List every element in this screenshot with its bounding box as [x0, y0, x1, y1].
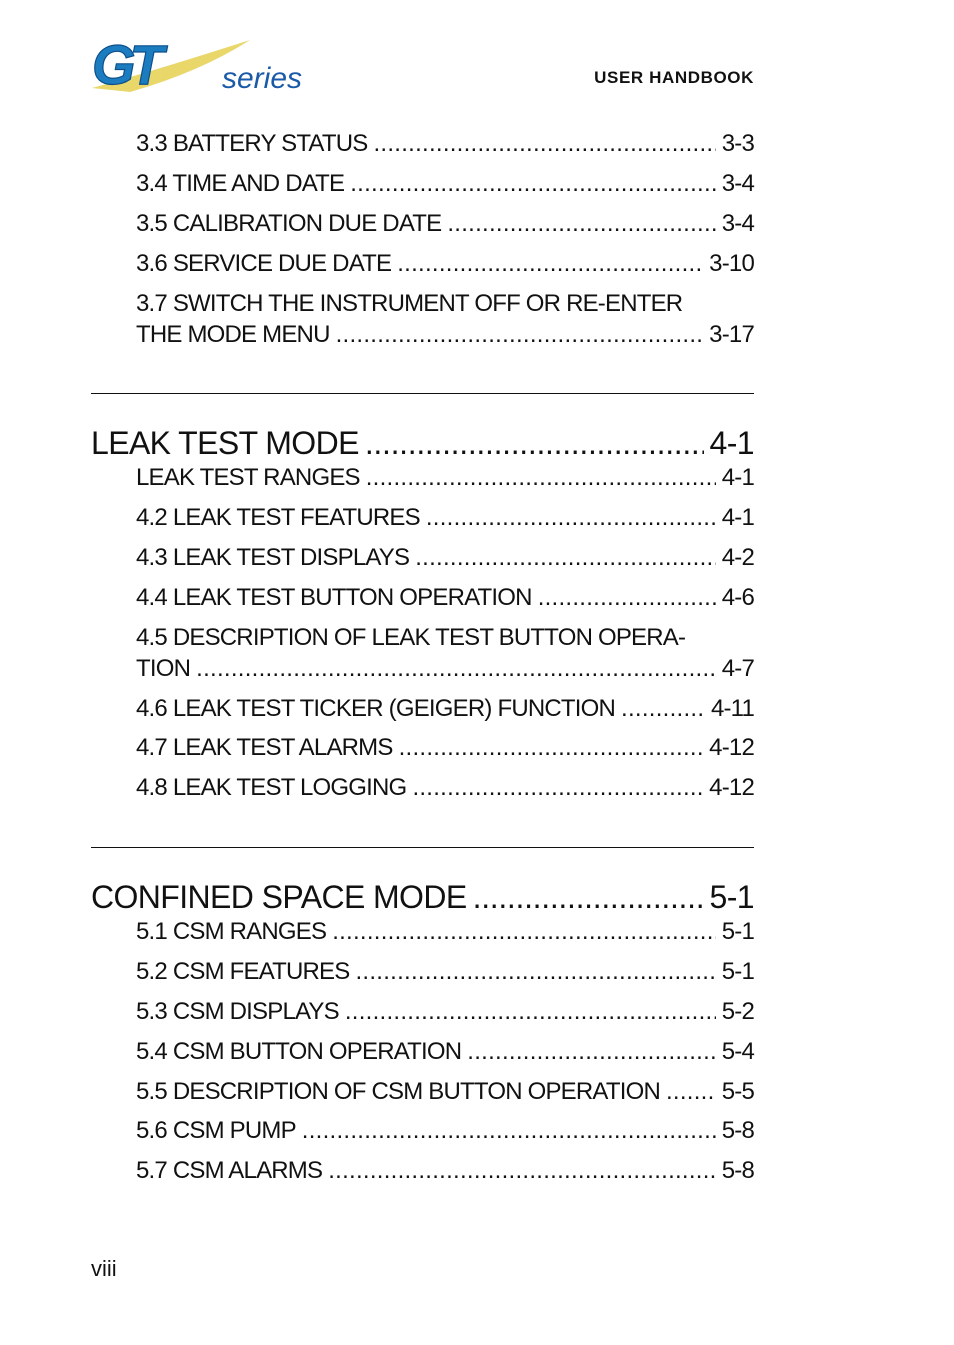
- dot-leader: [336, 321, 704, 349]
- dot-leader: [366, 464, 716, 492]
- toc-entry[interactable]: [136, 1157, 754, 1185]
- dot-leader: [365, 425, 704, 462]
- toc-entry-page: 3-10: [709, 250, 754, 277]
- toc-entry-page: 5-8: [721, 1157, 754, 1184]
- toc-entry-page: 5-8: [721, 1117, 754, 1144]
- svg-text:series: series: [222, 62, 303, 95]
- dot-leader: [355, 958, 715, 986]
- dot-leader: [473, 879, 704, 916]
- dot-leader: [426, 504, 716, 532]
- toc-entry-label: 4.7 LEAK TEST ALARMS: [136, 734, 393, 761]
- toc-entry[interactable]: [136, 130, 754, 158]
- toc-entry-label: 5.7 CSM ALARMS: [136, 1157, 323, 1184]
- toc-entry[interactable]: [136, 170, 754, 198]
- toc-entry-label: 5.3 CSM DISPLAYS: [136, 998, 339, 1025]
- toc-entry-page: 3-17: [709, 321, 754, 348]
- toc-entry[interactable]: [136, 998, 754, 1026]
- toc-entry-page: 5-1: [721, 918, 754, 945]
- dot-leader: [538, 584, 716, 612]
- toc-entry-label-line1[interactable]: 4.5 DESCRIPTION OF LEAK TEST BUTTON OPERA-: [136, 624, 686, 651]
- dot-leader: [350, 170, 715, 198]
- toc-entry-page: 5-1: [721, 958, 754, 985]
- dot-leader: [412, 774, 703, 802]
- page-number: viii: [91, 1256, 117, 1281]
- toc-entry-page: 5-2: [721, 998, 754, 1025]
- toc-entry-page: 4-7: [721, 655, 754, 682]
- header-title: USER HANDBOOK: [594, 68, 754, 87]
- toc-entry-label: 3.5 CALIBRATION DUE DATE: [136, 210, 442, 237]
- toc-entry[interactable]: [136, 695, 754, 723]
- toc-entry-label: 5.5 DESCRIPTION OF CSM BUTTON OPERATION: [136, 1078, 660, 1105]
- toc-entry-label: 4.8 LEAK TEST LOGGING: [136, 774, 407, 801]
- dot-leader: [302, 1117, 716, 1145]
- dot-leader: [447, 210, 715, 238]
- toc-entry-page: 4-12: [709, 734, 754, 761]
- toc-entry-label: 4.4 LEAK TEST BUTTON OPERATION: [136, 584, 532, 611]
- toc-entry-page: 4-6: [721, 584, 754, 611]
- toc-chapter-confined-space[interactable]: [91, 879, 754, 916]
- toc-chapter-leak-test[interactable]: [91, 425, 754, 462]
- dot-leader: [399, 734, 704, 762]
- toc-entry[interactable]: [136, 918, 754, 946]
- toc-entry[interactable]: [136, 584, 754, 612]
- toc-entry-page: 4-1: [721, 464, 754, 491]
- toc-entry-label: 3.3 BATTERY STATUS: [136, 130, 368, 157]
- toc-entry[interactable]: [136, 655, 754, 683]
- svg-text:GT: GT: [92, 33, 158, 96]
- dot-leader: [332, 918, 716, 946]
- toc-entry-label: 5.6 CSM PUMP: [136, 1117, 296, 1144]
- dot-leader: [328, 1157, 716, 1185]
- toc-entry-label: TION: [136, 655, 191, 682]
- toc-entry[interactable]: [136, 321, 754, 349]
- toc-entry-page: 5-5: [721, 1078, 754, 1105]
- toc-entry-label: 3.6 SERVICE DUE DATE: [136, 250, 392, 277]
- chapter-page: 4-1: [709, 425, 754, 461]
- toc-entry[interactable]: [136, 734, 754, 762]
- toc-entry-page: 4-11: [710, 695, 754, 722]
- toc-entry-label: 3.4 TIME AND DATE: [136, 170, 345, 197]
- toc-entry-label-line1[interactable]: 3.7 SWITCH THE INSTRUMENT OFF OR RE-ENTER: [136, 290, 683, 317]
- toc-entry-page: 3-3: [721, 130, 754, 157]
- dot-leader: [196, 655, 716, 683]
- gt-series-logo: [90, 32, 320, 98]
- chapter-title: CONFINED SPACE MODE: [91, 879, 467, 915]
- toc-entry[interactable]: [136, 210, 754, 238]
- chapter-title: LEAK TEST MODE: [91, 425, 359, 461]
- dot-leader: [345, 998, 716, 1026]
- toc-entry-label: 4.6 LEAK TEST TICKER (GEIGER) FUNCTION: [136, 695, 616, 722]
- dot-leader: [373, 130, 715, 158]
- dot-leader: [621, 695, 705, 723]
- section-divider: [91, 847, 754, 848]
- toc-entry[interactable]: [136, 250, 754, 278]
- toc-entry-label: THE MODE MENU: [136, 321, 330, 348]
- logo-graphic: [90, 32, 320, 98]
- dot-leader: [415, 544, 715, 572]
- toc-entry-page: 5-4: [721, 1038, 754, 1065]
- toc-entry[interactable]: [136, 1038, 754, 1066]
- toc-entry[interactable]: [136, 1078, 754, 1106]
- toc-entry[interactable]: [136, 774, 754, 802]
- section-divider: [91, 393, 754, 394]
- chapter-page: 5-1: [709, 879, 754, 915]
- toc-entry-label: 4.2 LEAK TEST FEATURES: [136, 504, 420, 531]
- dot-leader: [666, 1078, 716, 1106]
- toc-entry-page: 4-12: [709, 774, 754, 801]
- toc-entry-page: 3-4: [721, 210, 754, 237]
- toc-entry[interactable]: [136, 544, 754, 572]
- toc-entry[interactable]: [136, 464, 754, 492]
- toc-entry-label: 5.1 CSM RANGES: [136, 918, 327, 945]
- dot-leader: [397, 250, 703, 278]
- toc-entry-label: 5.4 CSM BUTTON OPERATION: [136, 1038, 462, 1065]
- toc-entry[interactable]: [136, 958, 754, 986]
- toc-entry-page: 4-2: [721, 544, 754, 571]
- toc-entry[interactable]: [136, 1117, 754, 1145]
- dot-leader: [467, 1038, 715, 1066]
- toc-entry-page: 3-4: [721, 170, 754, 197]
- toc-entry[interactable]: [136, 504, 754, 532]
- toc-entry-label: 5.2 CSM FEATURES: [136, 958, 350, 985]
- toc-entry-label: LEAK TEST RANGES: [136, 464, 360, 491]
- toc-entry-page: 4-1: [721, 504, 754, 531]
- toc-entry-label: 4.3 LEAK TEST DISPLAYS: [136, 544, 410, 571]
